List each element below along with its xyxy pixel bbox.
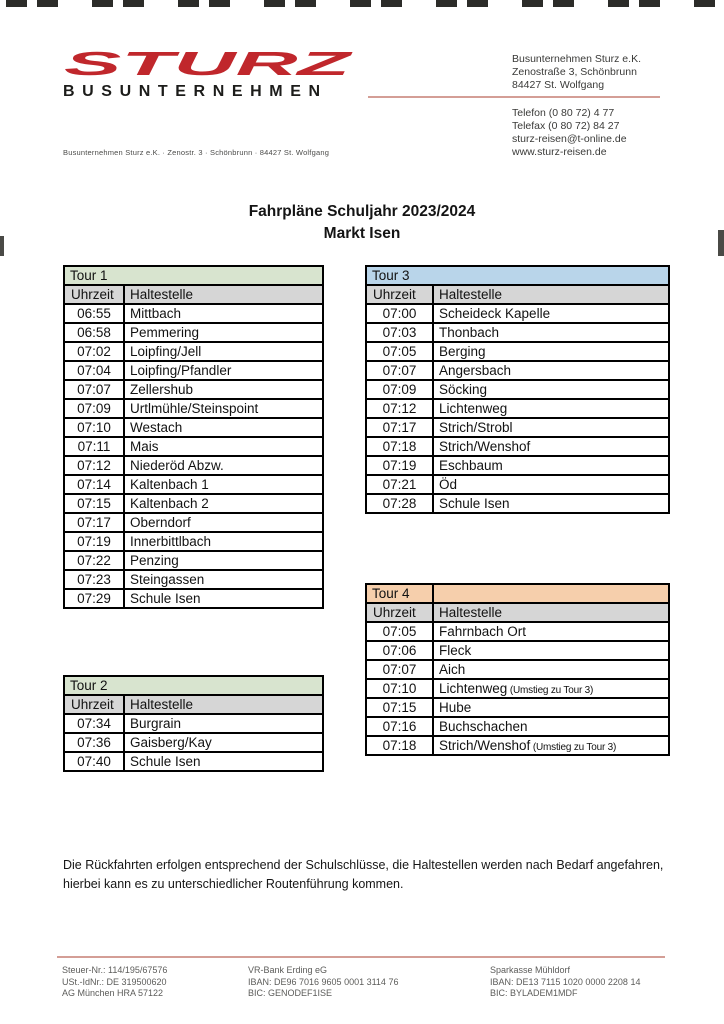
stop-cell: Burgrain	[124, 714, 323, 733]
stop-cell: Fleck	[433, 641, 669, 660]
tour-1-timetable-row	[64, 361, 323, 380]
haltestelle-column-header: Haltestelle	[124, 695, 323, 714]
tour-1-header-row	[64, 266, 323, 285]
stop-cell: Söcking	[433, 380, 669, 399]
stop-cell: Schule Isen	[124, 752, 323, 771]
time-cell: 07:34	[64, 714, 124, 733]
uhrzeit-column-header: Uhrzeit	[64, 285, 124, 304]
tour-4-timetable-row	[366, 717, 669, 736]
tour-3-table-container	[365, 265, 670, 514]
tour-3-column-header-row	[366, 285, 669, 304]
stop-cell: Mittbach	[124, 304, 323, 323]
tour-1-timetable-row	[64, 494, 323, 513]
stop-cell: Oberndorf	[124, 513, 323, 532]
stop-cell: Lichtenweg	[433, 399, 669, 418]
tour-2-header-row	[64, 676, 323, 695]
sturz-logo-wordmark	[63, 46, 353, 82]
scan-artifact-top-strip	[6, 0, 724, 7]
tour-4-timetable-row	[366, 736, 669, 755]
footer-bank2-block	[490, 965, 640, 1000]
time-cell: 07:05	[366, 342, 433, 361]
footer-bank1-name: VR-Bank Erding eG	[248, 965, 328, 975]
time-cell: 07:15	[366, 698, 433, 717]
time-cell: 07:23	[64, 570, 124, 589]
transfer-note: (Umstieg zu Tour 3)	[530, 742, 617, 753]
stop-cell: Zellershub	[124, 380, 323, 399]
tour-3-timetable-row	[366, 304, 669, 323]
tour-1-timetable-row	[64, 437, 323, 456]
tour-3-timetable-row	[366, 437, 669, 456]
time-cell: 07:10	[366, 679, 433, 698]
footer-tax-block	[62, 965, 167, 1000]
company-logo	[63, 46, 353, 87]
time-cell: 07:02	[64, 342, 124, 361]
tour-2-timetable	[63, 675, 324, 772]
footer-bank1-block	[248, 965, 398, 1000]
tour-2-table-container	[63, 675, 324, 772]
document-title	[0, 201, 724, 245]
tour-1-timetable-row	[64, 342, 323, 361]
tour-1-timetable-row	[64, 323, 323, 342]
stop-cell: Lichtenweg (Umstieg zu Tour 3)	[433, 679, 669, 698]
time-cell: 07:07	[366, 361, 433, 380]
stop-cell: Hube	[433, 698, 669, 717]
tour-1-timetable-row	[64, 380, 323, 399]
tour-1-timetable	[63, 265, 324, 609]
transfer-note: (Umstieg zu Tour 3)	[507, 685, 594, 696]
tour-1-timetable-row	[64, 532, 323, 551]
tour-1-timetable-row	[64, 551, 323, 570]
stop-cell: Urtlmühle/Steinspoint	[124, 399, 323, 418]
contact-phone-block	[512, 107, 627, 159]
stop-cell: Steingassen	[124, 570, 323, 589]
stop-cell: Angersbach	[433, 361, 669, 380]
haltestelle-column-header: Haltestelle	[124, 285, 323, 304]
time-cell: 07:15	[64, 494, 124, 513]
tour-1-column-header-row	[64, 285, 323, 304]
time-cell: 07:00	[366, 304, 433, 323]
time-cell: 07:10	[64, 418, 124, 437]
uhrzeit-column-header: Uhrzeit	[64, 695, 124, 714]
stop-cell: Schule Isen	[433, 494, 669, 513]
stop-cell: Penzing	[124, 551, 323, 570]
stop-cell: Buchschachen	[433, 717, 669, 736]
tour-4-timetable-row	[366, 622, 669, 641]
tour-1-timetable-row	[64, 570, 323, 589]
contact-city: 84427 St. Wolfgang	[512, 79, 605, 91]
tour-4-column-header-row	[366, 603, 669, 622]
tour-4-timetable	[365, 583, 670, 756]
stop-cell: Strich/Wenshof	[433, 437, 669, 456]
time-cell: 07:17	[366, 418, 433, 437]
time-cell: 07:19	[64, 532, 124, 551]
haltestelle-column-header: Haltestelle	[433, 603, 669, 622]
tour-3-timetable-row	[366, 380, 669, 399]
tour-1-timetable-row	[64, 513, 323, 532]
tour-3-header-row	[366, 266, 669, 285]
footer-steuer-nr: Steuer-Nr.: 114/195/67576	[62, 965, 168, 975]
title-line1: Fahrpläne Schuljahr 2023/2024	[248, 203, 476, 220]
tour-1-timetable-row	[64, 456, 323, 475]
contact-email: sturz-reisen@t-online.de	[512, 133, 627, 145]
tour-1-timetable-row	[64, 304, 323, 323]
uhrzeit-column-header: Uhrzeit	[366, 285, 433, 304]
stop-cell: Thonbach	[433, 323, 669, 342]
time-cell: 07:07	[366, 660, 433, 679]
contact-address-block	[512, 53, 641, 92]
footer-bank2-bic: BIC: BYLADEM1MDF	[490, 988, 578, 998]
tour-1-timetable-row	[64, 399, 323, 418]
time-cell: 07:11	[64, 437, 124, 456]
stop-cell: Westach	[124, 418, 323, 437]
time-cell: 07:36	[64, 733, 124, 752]
stop-cell: Loipfing/Jell	[124, 342, 323, 361]
tour-2-title-cell: Tour 2	[64, 676, 323, 695]
stop-cell: Schule Isen	[124, 589, 323, 608]
time-cell: 07:28	[366, 494, 433, 513]
footer-bank2-name: Sparkasse Mühldorf	[490, 965, 571, 975]
contact-street: Zenostraße 3, Schönbrunn	[512, 66, 637, 78]
tour-1-table-container	[63, 265, 324, 609]
tour-4-header-row	[366, 584, 669, 603]
tour-4-timetable-row	[366, 660, 669, 679]
stop-cell: Gaisberg/Kay	[124, 733, 323, 752]
time-cell: 07:04	[64, 361, 124, 380]
stop-cell: Innerbittlbach	[124, 532, 323, 551]
time-cell: 07:14	[64, 475, 124, 494]
logo-brand-text: STURZ	[64, 46, 353, 82]
haltestelle-column-header: Haltestelle	[433, 285, 669, 304]
footer-bank1-iban: IBAN: DE96 7016 9605 0001 3114 76	[248, 976, 399, 987]
tour-3-title-cell: Tour 3	[366, 266, 669, 285]
time-cell: 07:22	[64, 551, 124, 570]
logo-subtitle: BUSUNTERNEHMEN	[63, 83, 328, 100]
contact-website: www.sturz-reisen.de	[512, 146, 607, 158]
tour-3-timetable-row	[366, 361, 669, 380]
time-cell: 07:19	[366, 456, 433, 475]
time-cell: 07:06	[366, 641, 433, 660]
return-trips-note: Die Rückfahrten erfolgen entsprechend der Schulschlüsse, die Haltestellen werden nach Bedarf angefahren, hierbei kann es zu unterschiedlicher Routenführung kommen.	[63, 858, 664, 891]
time-cell: 07:17	[64, 513, 124, 532]
stop-cell: Öd	[433, 475, 669, 494]
tour-3-timetable-row	[366, 399, 669, 418]
contact-telefax: Telefax (0 80 72) 84 27	[512, 120, 620, 132]
time-cell: 07:18	[366, 437, 433, 456]
time-cell: 07:40	[64, 752, 124, 771]
time-cell: 07:03	[366, 323, 433, 342]
stop-cell: Fahrnbach Ort	[433, 622, 669, 641]
stop-cell: Scheideck Kapelle	[433, 304, 669, 323]
stop-cell: Niederöd Abzw.	[124, 456, 323, 475]
tour-2-timetable-row	[64, 714, 323, 733]
sender-address-line: Busunternehmen Sturz e.K. · Zenostr. 3 · Schönbrunn · 84427 St. Wolfgang	[63, 148, 330, 157]
stop-cell: Kaltenbach 2	[124, 494, 323, 513]
tour-4-title-cell: Tour 4	[366, 584, 433, 603]
time-cell: 07:07	[64, 380, 124, 399]
tour-4-timetable-row	[366, 679, 669, 698]
tour-4-title-empty-cell	[433, 584, 669, 603]
tour-4-timetable-row	[366, 698, 669, 717]
footer-registry: AG München HRA 57122	[62, 988, 164, 998]
title-line2: Markt Isen	[323, 225, 401, 242]
tour-1-timetable-row	[64, 589, 323, 608]
contact-telefon: Telefon (0 80 72) 4 77	[512, 107, 615, 119]
tour-3-timetable-row	[366, 323, 669, 342]
time-cell: 06:58	[64, 323, 124, 342]
tour-2-timetable-row	[64, 733, 323, 752]
stop-cell: Eschbaum	[433, 456, 669, 475]
footer-bank1-bic: BIC: GENODEF1ISE	[248, 988, 333, 998]
tour-4-timetable-row	[366, 641, 669, 660]
stop-cell: Pemmering	[124, 323, 323, 342]
time-cell: 07:09	[64, 399, 124, 418]
time-cell: 07:21	[366, 475, 433, 494]
tour-3-timetable-row	[366, 494, 669, 513]
tour-1-title-cell: Tour 1	[64, 266, 323, 285]
stop-cell: Strich/Wenshof (Umstieg zu Tour 3)	[433, 736, 669, 755]
time-cell: 07:18	[366, 736, 433, 755]
stop-cell: Kaltenbach 1	[124, 475, 323, 494]
stop-cell: Loipfing/Pfandler	[124, 361, 323, 380]
time-cell: 06:55	[64, 304, 124, 323]
tour-3-timetable-row	[366, 475, 669, 494]
tour-2-column-header-row	[64, 695, 323, 714]
footer-ust-idnr: USt.-IdNr.: DE 319500620	[62, 976, 167, 987]
uhrzeit-column-header: Uhrzeit	[366, 603, 433, 622]
time-cell: 07:09	[366, 380, 433, 399]
tour-3-timetable-row	[366, 456, 669, 475]
time-cell: 07:29	[64, 589, 124, 608]
tour-2-timetable-row	[64, 752, 323, 771]
tour-1-timetable-row	[64, 418, 323, 437]
tour-3-timetable-row	[366, 418, 669, 437]
time-cell: 07:12	[366, 399, 433, 418]
time-cell: 07:05	[366, 622, 433, 641]
footer-bank2-iban: IBAN: DE13 7115 1020 0000 2208 14	[490, 976, 641, 987]
tour-3-timetable-row	[366, 342, 669, 361]
stop-cell: Mais	[124, 437, 323, 456]
tour-4-table-container	[365, 583, 670, 756]
tour-3-timetable	[365, 265, 670, 514]
footer-divider-line	[57, 956, 665, 958]
contact-company: Busunternehmen Sturz e.K.	[512, 53, 641, 65]
stop-cell: Berging	[433, 342, 669, 361]
stop-cell: Strich/Strobl	[433, 418, 669, 437]
stop-cell: Aich	[433, 660, 669, 679]
contact-divider-line	[368, 96, 660, 98]
time-cell: 07:12	[64, 456, 124, 475]
tour-1-timetable-row	[64, 475, 323, 494]
time-cell: 07:16	[366, 717, 433, 736]
